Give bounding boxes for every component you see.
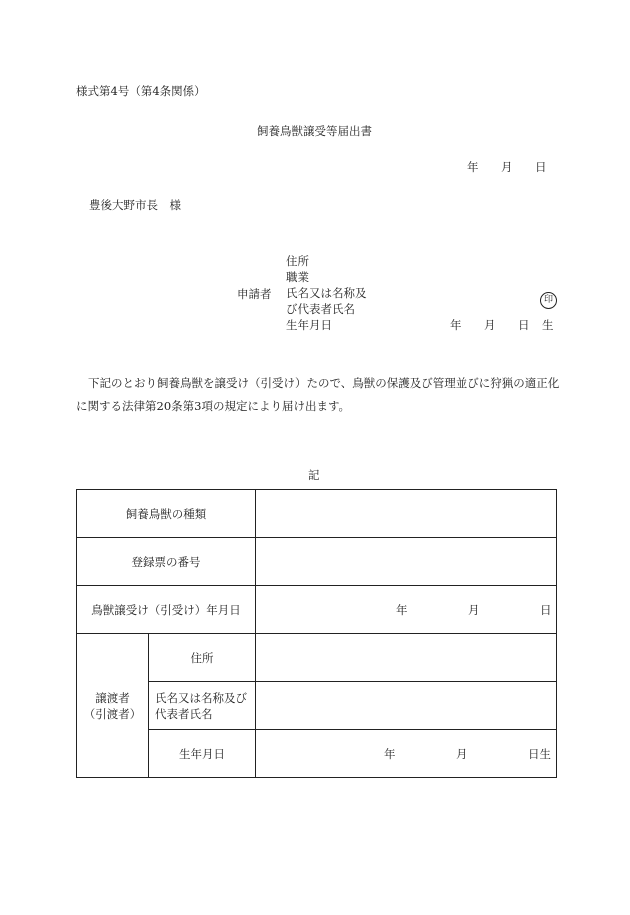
- transferor-name-label-2: 代表者氏名: [155, 706, 213, 721]
- applicant-address-label: 住所: [286, 254, 309, 268]
- ki-heading: 記: [308, 468, 320, 482]
- form-number: 様式第4号（第4条関係）: [76, 84, 206, 98]
- month-unit: 月: [468, 603, 480, 617]
- transferor-name-value[interactable]: [256, 682, 557, 730]
- transferor-address-row: [77, 634, 557, 682]
- month-unit: 月: [456, 747, 468, 761]
- month-unit: 月: [484, 318, 496, 332]
- submission-date: [467, 160, 547, 175]
- applicant-dob: [450, 318, 554, 333]
- transferor-dob-row: [77, 730, 557, 778]
- transfer-date-value[interactable]: [256, 586, 557, 634]
- day-unit: 日: [535, 160, 547, 174]
- born-suffix: 生: [542, 318, 554, 332]
- day-unit: 日: [518, 318, 530, 332]
- month-unit: 月: [501, 160, 513, 174]
- transfer-date-row: [77, 586, 557, 634]
- species-label: 飼養鳥獣の種類: [77, 490, 256, 538]
- species-value[interactable]: [256, 490, 557, 538]
- applicant-dob-label: 生年月日: [286, 318, 332, 332]
- day-unit: 日: [540, 603, 552, 617]
- transfer-date-label: 鳥獣譲受け（引受け）年月日: [77, 586, 256, 634]
- year-unit: 年: [384, 747, 396, 761]
- seal-mark: 印: [540, 292, 557, 309]
- transferor-dob-value[interactable]: [256, 730, 557, 778]
- transferor-name-label-1: 氏名又は名称及び: [155, 690, 247, 705]
- applicant-name-label-1: 氏名又は名称及: [286, 286, 367, 300]
- year-unit: 年: [450, 318, 462, 332]
- addressee: 豊後大野市長 様: [89, 198, 181, 212]
- document-title: 飼養鳥獣譲受等届出書: [257, 124, 372, 138]
- registration-value[interactable]: [256, 538, 557, 586]
- species-row: [77, 490, 557, 538]
- applicant-occupation-label: 職業: [286, 270, 309, 284]
- day-born-unit: 日生: [528, 747, 551, 761]
- declaration-text: 下記のとおり飼養鳥獣を譲受け（引受け）たので、鳥獣の保護及び管理並びに狩猟の適正化に関する法律第20条第3項の規定により届け出ます。: [76, 376, 560, 413]
- applicant-name-label-2: び代表者氏名: [286, 302, 355, 316]
- transferor-label: [77, 634, 149, 778]
- transferor-address-value[interactable]: [256, 634, 557, 682]
- registration-row: [77, 538, 557, 586]
- transferor-label-2: （引渡者）: [83, 706, 142, 721]
- year-unit: 年: [396, 603, 408, 617]
- transferor-name-label: [149, 682, 256, 730]
- transferor-label-1: 譲渡者: [95, 690, 130, 705]
- registration-label: 登録票の番号: [77, 538, 256, 586]
- transferor-name-row: [77, 682, 557, 730]
- transferor-address-label: 住所: [149, 634, 256, 682]
- details-table: [76, 489, 557, 778]
- year-unit: 年: [467, 160, 479, 174]
- applicant-label: 申請者: [237, 287, 272, 301]
- transferor-dob-label: 生年月日: [149, 730, 256, 778]
